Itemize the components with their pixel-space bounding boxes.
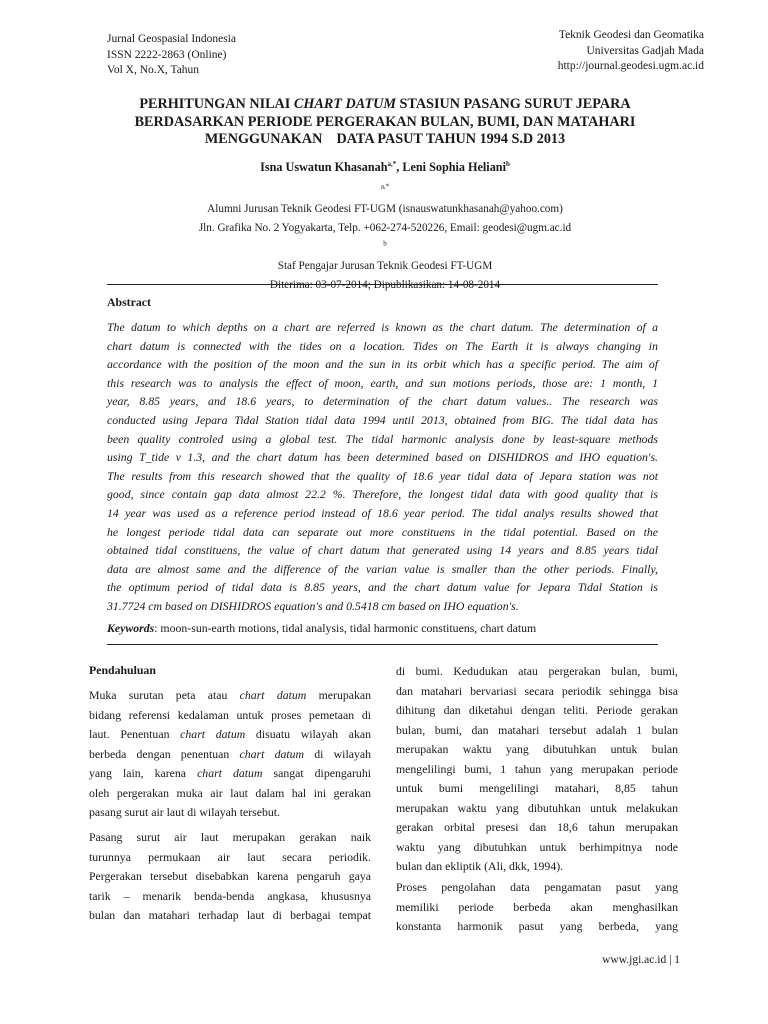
abstract-line: data are almost same and the difference of the varian value is smaller than the other periods. Finally, bbox=[107, 561, 658, 576]
author-list bbox=[100, 160, 670, 175]
abstract-line: using T_tide v 1.3, and the chart datum has been determined based on DISHIDROS and IHO equation's. bbox=[107, 450, 658, 465]
keywords-text: : moon-sun-earth motions, tidal analysis, tidal harmonic constituens, chart datum bbox=[154, 621, 537, 635]
abstract-line: 14 year was used as a reference period instead of 18.6 year period. The tidal analys results showed that bbox=[107, 505, 658, 520]
affiliation-a-text: Alumni Jurusan Teknik Geodesi FT-UGM (isnauswatunkhasanah@yahoo.com) bbox=[207, 203, 563, 215]
title-line-3: MENGGUNAKAN DATA PASUT TAHUN 1994 S.D 2013 bbox=[204, 131, 566, 147]
abstract-heading: Abstract bbox=[107, 295, 151, 309]
journal-name: Jurnal Geospasial Indonesia bbox=[107, 33, 237, 45]
body-text-line: Proses pengolahan data pengamatan pasut yang bbox=[396, 880, 678, 894]
body-text-line: merupakan waktu yang dibutuhkan untuk bulan bbox=[396, 742, 678, 756]
journal-header-right bbox=[558, 28, 704, 75]
author-2-marker: b bbox=[505, 159, 510, 168]
body-text-line: turunnya permukaan air laut secara periodik. bbox=[89, 849, 371, 864]
affiliation-a bbox=[100, 181, 670, 219]
left-column-paragraph-2 bbox=[89, 828, 371, 926]
body-text-line: gerakan orbital presesi dan 18,6 tahun merupakan bbox=[396, 820, 678, 834]
author-1-marker: a,* bbox=[387, 159, 397, 168]
keywords-label: Keywords bbox=[107, 621, 155, 635]
journal-issn: ISSN 2222-2863 (Online) bbox=[107, 48, 227, 61]
keywords bbox=[107, 621, 536, 636]
university-name: Universitas Gadjah Mada bbox=[586, 44, 704, 57]
section-heading: Pendahuluan bbox=[89, 663, 156, 677]
affiliation-b bbox=[100, 238, 670, 276]
author-2: Leni Sophia Heliani bbox=[402, 160, 506, 174]
body-text-line: dan matahari bervariasi secara periodik sehingga bisa bbox=[396, 683, 678, 698]
body-text-line: bulan dan matahari terhadap laut di berbagai tempat bbox=[89, 908, 371, 922]
abstract-line: he longest periode tidal data can separate out more constituens in the tidal potential. Based on the bbox=[107, 524, 658, 539]
abstract-line: good, since contain gap data almost 22.2 %. Therefore, the longest tidal data with good quality that is bbox=[107, 487, 658, 502]
author-1: Isna Uswatun Khasanah bbox=[260, 160, 388, 174]
journal-header-left bbox=[107, 32, 236, 79]
title-line-1 bbox=[100, 96, 670, 114]
body-text-line: berbeda dengan penentuan chart datum di wilayah bbox=[89, 746, 371, 761]
department-name: Teknik Geodesi dan Geomatika bbox=[558, 29, 704, 41]
affiliation-a-marker: a,* bbox=[380, 182, 390, 191]
publication-dates: Diterima: 03-07-2014; Dipublikasikan: 14-08-2014 bbox=[269, 279, 501, 291]
abstract-bottom-rule bbox=[107, 644, 658, 645]
body-text-line: oleh pergerakan muka air laut dalam hal ini gerakan bbox=[89, 785, 371, 800]
body-text-line: konstanta harmonik pasut yang berbeda, yang bbox=[396, 919, 678, 933]
abstract-line: conducted using Jepara Tidal Station tidal data 1994 until 2013, obtained from BIG. The tidal data has bbox=[107, 412, 658, 427]
paper-title bbox=[100, 96, 670, 149]
title-prefix: PERHITUNGAN NILAI bbox=[139, 96, 294, 112]
abstract-line: obtained tidal constituens, the value of chart datum that generated using 14 years and 8.85 years tidal bbox=[107, 543, 658, 558]
abstract-line: the optimum period of tidal data is 8.85 years, and the chart datum value for Jepara Tidal Station is bbox=[107, 580, 658, 595]
body-text-line: Pergerakan tersebut disebabkan karena pengaruh gaya bbox=[89, 869, 371, 883]
title-line-2: BERDASARKAN PERIODE PERGERAKAN BULAN, BUMI, DAN MATAHARI bbox=[134, 113, 636, 130]
abstract-text bbox=[107, 318, 658, 616]
title-suffix: STASIUN PASANG SURUT JEPARA bbox=[395, 96, 631, 112]
body-text-line: yang lain, karena chart datum sangat dipengaruhi bbox=[89, 766, 372, 780]
body-text-line: memiliki periode berbeda akan menghasilkan bbox=[396, 899, 678, 914]
abstract-line: this research was to analysis the effect of moon, earth, and sun motions periods, those are: 1 month, 1 bbox=[107, 375, 658, 390]
abstract-line: been quality controled using a global test. The tidal harmonic analysis done by least-square methods bbox=[107, 431, 658, 446]
left-column-paragraph-1 bbox=[89, 686, 371, 823]
abstract-line: year, 8.85 years, and 18.6 years, to determination of the chart datum values.. The research was bbox=[107, 394, 658, 409]
body-text-line: bulan dan ekliptik (Ali, dkk, 1994). bbox=[396, 859, 564, 873]
body-text-line: bulan, bumi, dan matahari tersebut adalah 1 bulan bbox=[396, 722, 678, 737]
body-text-line: dihitung dan diketahui dengan teliti. Periode gerakan bbox=[396, 703, 678, 717]
right-column-paragraph-2 bbox=[396, 878, 678, 937]
journal-volume: Vol X, No.X, Tahun bbox=[107, 64, 200, 76]
abstract-line: chart datum is connected with the tides on a location. Tides on The Earth it is always changing in bbox=[107, 338, 658, 353]
body-text-line: tarik – menarik benda-benda angkasa, khususnya bbox=[89, 888, 371, 903]
affiliation-address: Jln. Grafika No. 2 Yogyakarta, Telp. +062-274-520226, Email: geodesi@ugm.ac.id bbox=[198, 222, 572, 234]
abstract-line: The datum to which depths on a chart are referred is known as the chart datum. The determination of a bbox=[107, 320, 658, 334]
abstract-line: accordance with the position of the moon and the sun in its orbit which has a specific period. The aim of bbox=[107, 357, 658, 372]
body-text-line: Muka surutan peta atau chart datum merupakan bbox=[89, 688, 372, 702]
right-column-paragraph-1 bbox=[396, 662, 678, 877]
body-text-line: di bumi. Kedudukan atau pergerakan bulan, bumi, bbox=[396, 664, 678, 678]
abstract-top-rule bbox=[107, 284, 658, 285]
page-footer: www.jgi.ac.id | 1 bbox=[602, 954, 680, 966]
body-text-line: pasang surut air laut di wilayah tersebut. bbox=[89, 805, 280, 819]
affiliation-b-marker: b bbox=[383, 239, 387, 248]
abstract-line: The results from this research showed that the quality of 18.6 year tidal data of Jepara station was not bbox=[107, 468, 658, 483]
title-italic-term: CHART DATUM bbox=[293, 96, 396, 112]
body-text-line: bidang referensi kedalaman untuk proses pemetaan di bbox=[89, 707, 371, 722]
abstract-line: 31.7724 cm based on DISHIDROS equation's and 0.5418 cm based on IHO equation's. bbox=[107, 598, 519, 613]
body-text-line: untuk bumi mengelilingi matahari, 8,85 tahun bbox=[396, 781, 678, 795]
body-text-line: waktu yang dibutuhkan untuk berhimpitnya node bbox=[396, 839, 678, 854]
affiliations bbox=[100, 181, 670, 295]
body-text-line: Pasang surut air laut merupakan gerakan naik bbox=[89, 830, 371, 844]
body-text-line: laut. Penentuan chart datum disuatu wilayah akan bbox=[89, 727, 371, 741]
body-text-line: merupakan waktu yang dibutuhkan untuk melakukan bbox=[396, 800, 678, 815]
affiliation-b-text: Staf Pengajar Jurusan Teknik Geodesi FT-UGM bbox=[277, 260, 493, 272]
journal-url[interactable]: http://journal.geodesi.ugm.ac.id bbox=[557, 60, 704, 72]
author-separator: , bbox=[396, 160, 403, 174]
body-text-line: mengelilingi bumi, 1 tahun yang merupakan periode bbox=[396, 761, 678, 776]
